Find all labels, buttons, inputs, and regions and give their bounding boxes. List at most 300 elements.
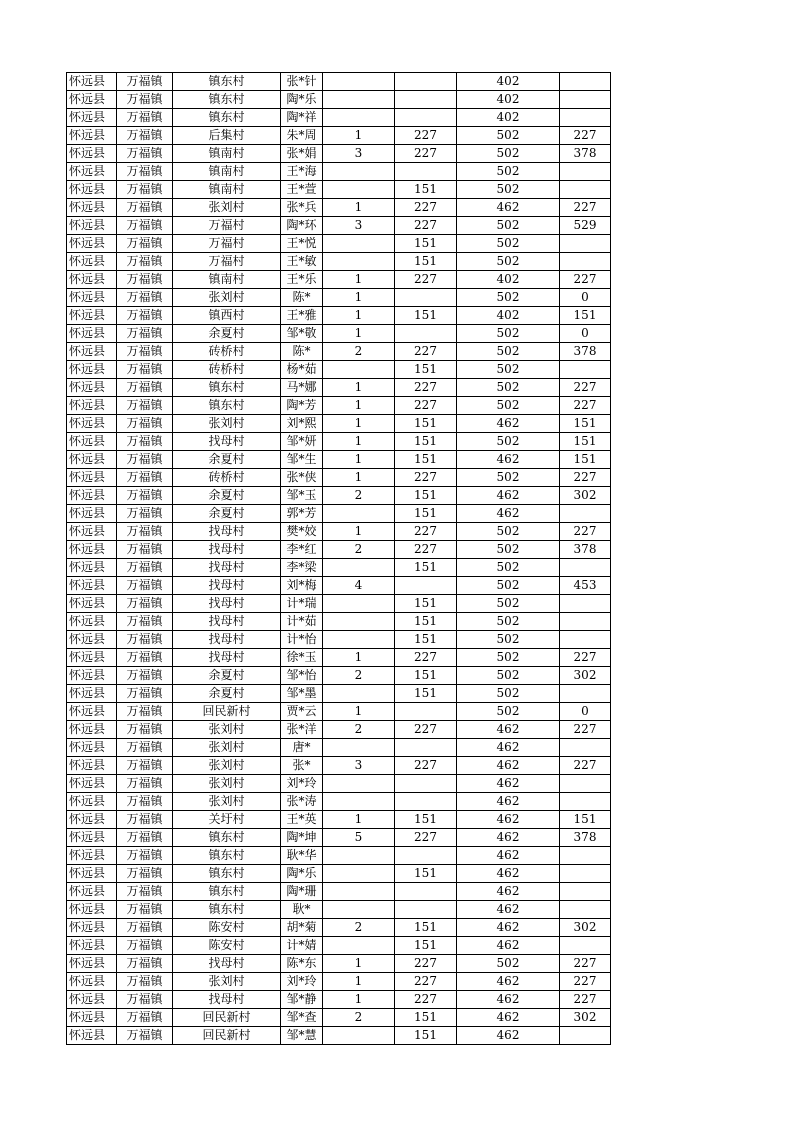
amount-b-cell: 502: [457, 361, 560, 379]
amount-b-cell: 462: [457, 811, 560, 829]
table-row: [67, 991, 611, 1009]
village-cell: 张刘村: [173, 775, 281, 793]
total-cell: 0: [560, 325, 611, 343]
village-cell: 余夏村: [173, 505, 281, 523]
amount-b-cell: 502: [457, 163, 560, 181]
county-cell: 怀远县: [67, 163, 117, 181]
amount-b-cell: 462: [457, 883, 560, 901]
count-cell: [323, 109, 395, 127]
name-cell: 王*悦: [281, 235, 323, 253]
amount-a-cell: 151: [395, 235, 457, 253]
name-cell: 陶*祥: [281, 109, 323, 127]
amount-b-cell: 502: [457, 631, 560, 649]
name-cell: 邹*生: [281, 451, 323, 469]
name-cell: 邹*墨: [281, 685, 323, 703]
village-cell: 万福村: [173, 235, 281, 253]
table-row: [67, 91, 611, 109]
name-cell: 邹*怡: [281, 667, 323, 685]
town-cell: 万福镇: [117, 487, 173, 505]
count-cell: [323, 505, 395, 523]
count-cell: 1: [323, 469, 395, 487]
total-cell: [560, 1027, 611, 1045]
total-cell: 227: [560, 955, 611, 973]
total-cell: 151: [560, 433, 611, 451]
name-cell: 耿*华: [281, 847, 323, 865]
total-cell: [560, 901, 611, 919]
total-cell: 227: [560, 523, 611, 541]
town-cell: 万福镇: [117, 199, 173, 217]
amount-a-cell: 151: [395, 595, 457, 613]
total-cell: [560, 613, 611, 631]
county-cell: 怀远县: [67, 559, 117, 577]
amount-a-cell: [395, 883, 457, 901]
table-row: [67, 271, 611, 289]
amount-b-cell: 502: [457, 397, 560, 415]
town-cell: 万福镇: [117, 685, 173, 703]
village-cell: 张刘村: [173, 289, 281, 307]
village-cell: 张刘村: [173, 793, 281, 811]
town-cell: 万福镇: [117, 721, 173, 739]
table-row: [67, 145, 611, 163]
amount-b-cell: 462: [457, 775, 560, 793]
county-cell: 怀远县: [67, 775, 117, 793]
amount-b-cell: 462: [457, 199, 560, 217]
county-cell: 怀远县: [67, 199, 117, 217]
count-cell: [323, 847, 395, 865]
table-row: [67, 811, 611, 829]
name-cell: 唐*: [281, 739, 323, 757]
town-cell: 万福镇: [117, 307, 173, 325]
name-cell: 邹*妍: [281, 433, 323, 451]
name-cell: 陈*: [281, 289, 323, 307]
total-cell: [560, 361, 611, 379]
total-cell: [560, 73, 611, 91]
count-cell: [323, 91, 395, 109]
amount-b-cell: 462: [457, 829, 560, 847]
amount-a-cell: [395, 577, 457, 595]
count-cell: [323, 613, 395, 631]
amount-a-cell: 151: [395, 919, 457, 937]
amount-b-cell: 502: [457, 289, 560, 307]
count-cell: [323, 235, 395, 253]
town-cell: 万福镇: [117, 433, 173, 451]
village-cell: 余夏村: [173, 325, 281, 343]
table-row: [67, 937, 611, 955]
amount-b-cell: 462: [457, 721, 560, 739]
amount-a-cell: 227: [395, 721, 457, 739]
table-row: [67, 649, 611, 667]
village-cell: 镇东村: [173, 829, 281, 847]
amount-b-cell: 462: [457, 487, 560, 505]
table-row: [67, 685, 611, 703]
amount-a-cell: 227: [395, 829, 457, 847]
village-cell: 找母村: [173, 541, 281, 559]
amount-a-cell: 151: [395, 685, 457, 703]
village-cell: 砖桥村: [173, 469, 281, 487]
name-cell: 王*萱: [281, 181, 323, 199]
count-cell: 1: [323, 955, 395, 973]
county-cell: 怀远县: [67, 397, 117, 415]
total-cell: [560, 163, 611, 181]
total-cell: 0: [560, 289, 611, 307]
amount-a-cell: [395, 847, 457, 865]
amount-a-cell: 151: [395, 451, 457, 469]
county-cell: 怀远县: [67, 1009, 117, 1027]
table-row: [67, 775, 611, 793]
amount-b-cell: 462: [457, 451, 560, 469]
amount-b-cell: 502: [457, 703, 560, 721]
town-cell: 万福镇: [117, 793, 173, 811]
count-cell: [323, 901, 395, 919]
town-cell: 万福镇: [117, 937, 173, 955]
name-cell: 贾*云: [281, 703, 323, 721]
table-row: [67, 973, 611, 991]
town-cell: 万福镇: [117, 415, 173, 433]
amount-b-cell: 502: [457, 541, 560, 559]
amount-b-cell: 502: [457, 559, 560, 577]
table-row: [67, 469, 611, 487]
table-row: [67, 631, 611, 649]
village-cell: 找母村: [173, 577, 281, 595]
total-cell: 227: [560, 271, 611, 289]
total-cell: 227: [560, 757, 611, 775]
name-cell: 陶*乐: [281, 91, 323, 109]
county-cell: 怀远县: [67, 217, 117, 235]
amount-b-cell: 502: [457, 667, 560, 685]
amount-a-cell: [395, 73, 457, 91]
count-cell: [323, 793, 395, 811]
village-cell: 镇东村: [173, 109, 281, 127]
village-cell: 镇东村: [173, 73, 281, 91]
table-row: [67, 667, 611, 685]
town-cell: 万福镇: [117, 271, 173, 289]
amount-a-cell: 227: [395, 955, 457, 973]
total-cell: 227: [560, 397, 611, 415]
county-cell: 怀远县: [67, 703, 117, 721]
name-cell: 陈*: [281, 343, 323, 361]
name-cell: 王*雅: [281, 307, 323, 325]
amount-a-cell: 227: [395, 991, 457, 1009]
total-cell: 0: [560, 703, 611, 721]
village-cell: 张刘村: [173, 757, 281, 775]
table-row: [67, 235, 611, 253]
count-cell: [323, 631, 395, 649]
county-cell: 怀远县: [67, 523, 117, 541]
village-cell: 找母村: [173, 955, 281, 973]
town-cell: 万福镇: [117, 235, 173, 253]
table-row: [67, 883, 611, 901]
table-row: [67, 559, 611, 577]
name-cell: 杨*茹: [281, 361, 323, 379]
amount-b-cell: 502: [457, 145, 560, 163]
total-cell: [560, 595, 611, 613]
amount-a-cell: 227: [395, 523, 457, 541]
table-row: [67, 595, 611, 613]
count-cell: 1: [323, 811, 395, 829]
town-cell: 万福镇: [117, 325, 173, 343]
name-cell: 张*涛: [281, 793, 323, 811]
amount-b-cell: 462: [457, 1009, 560, 1027]
total-cell: 302: [560, 487, 611, 505]
name-cell: 胡*菊: [281, 919, 323, 937]
amount-a-cell: 151: [395, 415, 457, 433]
amount-a-cell: 227: [395, 199, 457, 217]
count-cell: 1: [323, 433, 395, 451]
amount-b-cell: 402: [457, 91, 560, 109]
total-cell: 151: [560, 451, 611, 469]
table-row: [67, 307, 611, 325]
village-cell: 后集村: [173, 127, 281, 145]
amount-a-cell: 151: [395, 307, 457, 325]
table-row: [67, 415, 611, 433]
county-cell: 怀远县: [67, 307, 117, 325]
table-row: [67, 505, 611, 523]
county-cell: 怀远县: [67, 469, 117, 487]
name-cell: 陶*乐: [281, 865, 323, 883]
amount-b-cell: 402: [457, 271, 560, 289]
table-row: [67, 253, 611, 271]
name-cell: 刘*熙: [281, 415, 323, 433]
table-row: [67, 847, 611, 865]
town-cell: 万福镇: [117, 163, 173, 181]
county-cell: 怀远县: [67, 991, 117, 1009]
amount-b-cell: 462: [457, 865, 560, 883]
count-cell: [323, 883, 395, 901]
town-cell: 万福镇: [117, 505, 173, 523]
table-row: [67, 289, 611, 307]
amount-a-cell: 227: [395, 343, 457, 361]
amount-a-cell: [395, 91, 457, 109]
village-cell: 张刘村: [173, 721, 281, 739]
count-cell: 1: [323, 127, 395, 145]
amount-a-cell: [395, 739, 457, 757]
village-cell: 找母村: [173, 595, 281, 613]
table-row: [67, 451, 611, 469]
total-cell: 302: [560, 1009, 611, 1027]
count-cell: 1: [323, 325, 395, 343]
amount-b-cell: 502: [457, 253, 560, 271]
name-cell: 刘*玲: [281, 973, 323, 991]
count-cell: 1: [323, 973, 395, 991]
name-cell: 陶*环: [281, 217, 323, 235]
town-cell: 万福镇: [117, 577, 173, 595]
total-cell: [560, 91, 611, 109]
village-cell: 张刘村: [173, 415, 281, 433]
amount-a-cell: 151: [395, 865, 457, 883]
amount-a-cell: 227: [395, 127, 457, 145]
total-cell: [560, 883, 611, 901]
total-cell: [560, 685, 611, 703]
town-cell: 万福镇: [117, 73, 173, 91]
table-row: [67, 397, 611, 415]
amount-b-cell: 462: [457, 847, 560, 865]
town-cell: 万福镇: [117, 109, 173, 127]
village-cell: 镇东村: [173, 901, 281, 919]
village-cell: 回民新村: [173, 1027, 281, 1045]
name-cell: 陶*坤: [281, 829, 323, 847]
amount-b-cell: 502: [457, 469, 560, 487]
table-row: [67, 577, 611, 595]
amount-b-cell: 462: [457, 739, 560, 757]
table-row: [67, 739, 611, 757]
town-cell: 万福镇: [117, 865, 173, 883]
village-cell: 张刘村: [173, 199, 281, 217]
table-row: [67, 829, 611, 847]
table-row: [67, 325, 611, 343]
village-cell: 余夏村: [173, 667, 281, 685]
name-cell: 李*梁: [281, 559, 323, 577]
table-row: [67, 541, 611, 559]
count-cell: 3: [323, 217, 395, 235]
amount-a-cell: 227: [395, 145, 457, 163]
amount-a-cell: 151: [395, 433, 457, 451]
town-cell: 万福镇: [117, 469, 173, 487]
town-cell: 万福镇: [117, 631, 173, 649]
total-cell: 378: [560, 343, 611, 361]
total-cell: 378: [560, 541, 611, 559]
name-cell: 张*侠: [281, 469, 323, 487]
table-row: [67, 901, 611, 919]
count-cell: 2: [323, 721, 395, 739]
name-cell: 邹*查: [281, 1009, 323, 1027]
town-cell: 万福镇: [117, 217, 173, 235]
village-cell: 镇南村: [173, 145, 281, 163]
table-row: [67, 433, 611, 451]
amount-b-cell: 462: [457, 973, 560, 991]
total-cell: [560, 793, 611, 811]
count-cell: 1: [323, 415, 395, 433]
amount-a-cell: [395, 793, 457, 811]
count-cell: 1: [323, 649, 395, 667]
village-cell: 陈安村: [173, 937, 281, 955]
name-cell: 耿*: [281, 901, 323, 919]
total-cell: 227: [560, 127, 611, 145]
total-cell: 151: [560, 811, 611, 829]
village-cell: 找母村: [173, 523, 281, 541]
total-cell: 227: [560, 469, 611, 487]
amount-a-cell: 227: [395, 397, 457, 415]
amount-b-cell: 502: [457, 433, 560, 451]
county-cell: 怀远县: [67, 487, 117, 505]
amount-b-cell: 502: [457, 649, 560, 667]
table-body: [67, 73, 611, 1045]
total-cell: [560, 865, 611, 883]
amount-a-cell: 151: [395, 505, 457, 523]
count-cell: 3: [323, 757, 395, 775]
count-cell: [323, 775, 395, 793]
town-cell: 万福镇: [117, 901, 173, 919]
town-cell: 万福镇: [117, 127, 173, 145]
county-cell: 怀远县: [67, 505, 117, 523]
amount-b-cell: 462: [457, 991, 560, 1009]
name-cell: 计*怡: [281, 631, 323, 649]
count-cell: 1: [323, 523, 395, 541]
name-cell: 刘*玲: [281, 775, 323, 793]
county-cell: 怀远县: [67, 901, 117, 919]
total-cell: [560, 505, 611, 523]
count-cell: 5: [323, 829, 395, 847]
name-cell: 张*洋: [281, 721, 323, 739]
village-cell: 找母村: [173, 991, 281, 1009]
table-row: [67, 703, 611, 721]
table-row: [67, 919, 611, 937]
county-cell: 怀远县: [67, 865, 117, 883]
county-cell: 怀远县: [67, 271, 117, 289]
village-cell: 余夏村: [173, 487, 281, 505]
amount-a-cell: 151: [395, 613, 457, 631]
town-cell: 万福镇: [117, 757, 173, 775]
town-cell: 万福镇: [117, 847, 173, 865]
amount-a-cell: 151: [395, 253, 457, 271]
county-cell: 怀远县: [67, 361, 117, 379]
village-cell: 镇东村: [173, 847, 281, 865]
count-cell: 2: [323, 1009, 395, 1027]
total-cell: [560, 631, 611, 649]
county-cell: 怀远县: [67, 685, 117, 703]
town-cell: 万福镇: [117, 883, 173, 901]
total-cell: 453: [560, 577, 611, 595]
amount-b-cell: 502: [457, 613, 560, 631]
county-cell: 怀远县: [67, 289, 117, 307]
amount-b-cell: 502: [457, 379, 560, 397]
table-row: [67, 199, 611, 217]
count-cell: [323, 685, 395, 703]
county-cell: 怀远县: [67, 181, 117, 199]
amount-a-cell: 151: [395, 631, 457, 649]
name-cell: 徐*玉: [281, 649, 323, 667]
name-cell: 张*兵: [281, 199, 323, 217]
name-cell: 张*娟: [281, 145, 323, 163]
county-cell: 怀远县: [67, 937, 117, 955]
amount-a-cell: [395, 703, 457, 721]
town-cell: 万福镇: [117, 289, 173, 307]
name-cell: 陶*珊: [281, 883, 323, 901]
town-cell: 万福镇: [117, 541, 173, 559]
county-cell: 怀远县: [67, 145, 117, 163]
amount-b-cell: 502: [457, 181, 560, 199]
county-cell: 怀远县: [67, 883, 117, 901]
county-cell: 怀远县: [67, 793, 117, 811]
amount-a-cell: 227: [395, 973, 457, 991]
county-cell: 怀远县: [67, 595, 117, 613]
town-cell: 万福镇: [117, 343, 173, 361]
count-cell: [323, 73, 395, 91]
amount-b-cell: 502: [457, 577, 560, 595]
amount-b-cell: 402: [457, 109, 560, 127]
table-row: [67, 757, 611, 775]
county-cell: 怀远县: [67, 451, 117, 469]
count-cell: [323, 559, 395, 577]
table-row: [67, 379, 611, 397]
amount-a-cell: 151: [395, 559, 457, 577]
amount-a-cell: 151: [395, 487, 457, 505]
county-cell: 怀远县: [67, 649, 117, 667]
village-cell: 万福村: [173, 253, 281, 271]
name-cell: 朱*周: [281, 127, 323, 145]
county-cell: 怀远县: [67, 811, 117, 829]
village-cell: 砖桥村: [173, 361, 281, 379]
amount-b-cell: 502: [457, 217, 560, 235]
town-cell: 万福镇: [117, 1009, 173, 1027]
village-cell: 余夏村: [173, 685, 281, 703]
amount-a-cell: 151: [395, 937, 457, 955]
village-cell: 镇东村: [173, 883, 281, 901]
name-cell: 李*红: [281, 541, 323, 559]
amount-a-cell: [395, 901, 457, 919]
amount-a-cell: [395, 109, 457, 127]
amount-b-cell: 402: [457, 73, 560, 91]
county-cell: 怀远县: [67, 973, 117, 991]
